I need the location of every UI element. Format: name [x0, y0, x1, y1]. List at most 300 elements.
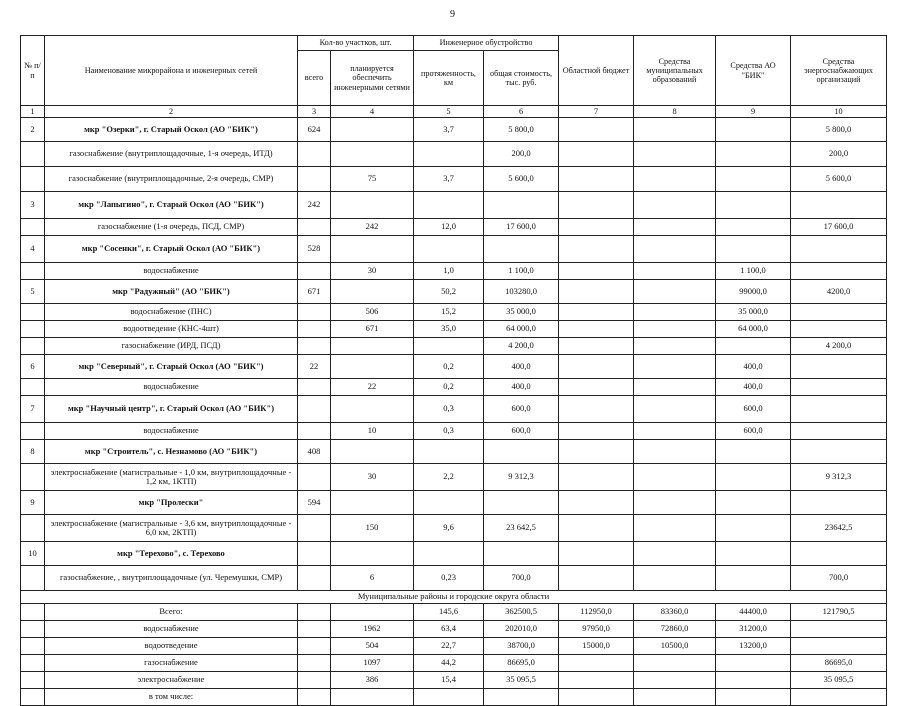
table-row [21, 355, 887, 379]
bik-funds: 31200,0 [716, 621, 791, 638]
length-km: 44,2 [414, 655, 484, 672]
total-cost: 4 200,0 [484, 338, 559, 355]
row-name: мкр "Пролески" [45, 491, 298, 515]
total-cost: 5 800,0 [484, 118, 559, 142]
row-name: Всего: [45, 604, 298, 621]
energy-funds [791, 263, 887, 280]
table-row [21, 542, 887, 566]
regional-budget [559, 263, 634, 280]
energy-funds: 4 200,0 [791, 338, 887, 355]
regional-budget [559, 355, 634, 379]
plots-total [298, 566, 331, 591]
row-number [21, 423, 45, 440]
column-number-row [21, 106, 887, 118]
municipal-funds [634, 280, 716, 304]
length-km [414, 338, 484, 355]
regional-budget [559, 379, 634, 396]
row-name: мкр "Терехово", с. Терехово [45, 542, 298, 566]
municipal-funds [634, 355, 716, 379]
bik-funds [716, 142, 791, 167]
plots-total [298, 621, 331, 638]
header-plots-group: Кол-во участков, шт. [298, 36, 414, 51]
length-km: 15,4 [414, 672, 484, 689]
regional-budget [559, 515, 634, 542]
energy-funds: 35 095,5 [791, 672, 887, 689]
energy-funds: 86695,0 [791, 655, 887, 672]
energy-funds: 5 800,0 [791, 118, 887, 142]
energy-funds [791, 621, 887, 638]
length-km: 1,0 [414, 263, 484, 280]
regional-budget [559, 280, 634, 304]
municipal-funds [634, 263, 716, 280]
plots-total [298, 464, 331, 491]
length-km: 50,2 [414, 280, 484, 304]
length-km: 3,7 [414, 118, 484, 142]
section-row [21, 591, 887, 604]
bik-funds [716, 491, 791, 515]
table-body [21, 118, 887, 706]
row-number [21, 219, 45, 236]
row-number: 10 [21, 542, 45, 566]
bik-funds: 600,0 [716, 396, 791, 423]
table-row [21, 142, 887, 167]
length-km [414, 689, 484, 706]
municipal-funds [634, 142, 716, 167]
plots-total [298, 379, 331, 396]
column-number: 1 [21, 106, 45, 118]
total-cost: 400,0 [484, 379, 559, 396]
plots-planned [331, 118, 414, 142]
row-name: водоснабжение [45, 621, 298, 638]
row-number: 9 [21, 491, 45, 515]
bik-funds: 99000,0 [716, 280, 791, 304]
plots-planned: 1097 [331, 655, 414, 672]
column-number: 3 [298, 106, 331, 118]
row-name: газоснабжение (внутриплощадочные, 1-я очередь, ИТД) [45, 142, 298, 167]
row-name: газоснабжение, , внутриплощадочные (ул. Черемушки, СМР) [45, 566, 298, 591]
municipal-funds [634, 304, 716, 321]
regional-budget [559, 321, 634, 338]
energy-funds [791, 355, 887, 379]
table-row [21, 604, 887, 621]
municipal-funds [634, 566, 716, 591]
energy-funds [791, 379, 887, 396]
total-cost [484, 689, 559, 706]
energy-funds: 121790,5 [791, 604, 887, 621]
table-row [21, 655, 887, 672]
header-length: протяженность, км [414, 51, 484, 106]
municipal-funds [634, 689, 716, 706]
plots-total [298, 167, 331, 192]
row-number [21, 655, 45, 672]
column-number: 4 [331, 106, 414, 118]
table-row [21, 321, 887, 338]
length-km: 3,7 [414, 167, 484, 192]
plots-total [298, 542, 331, 566]
regional-budget: 15000,0 [559, 638, 634, 655]
plots-planned: 1962 [331, 621, 414, 638]
row-number: 8 [21, 440, 45, 464]
length-km: 145,6 [414, 604, 484, 621]
regional-budget [559, 304, 634, 321]
row-number: 4 [21, 236, 45, 263]
row-name: в том числе: [45, 689, 298, 706]
municipal-funds [634, 118, 716, 142]
energy-funds [791, 689, 887, 706]
plots-planned: 22 [331, 379, 414, 396]
energy-funds [791, 440, 887, 464]
length-km [414, 142, 484, 167]
row-number: 5 [21, 280, 45, 304]
row-name: мкр "Научный центр", г. Старый Оскол (АО "БИК") [45, 396, 298, 423]
row-number [21, 304, 45, 321]
plots-planned: 504 [331, 638, 414, 655]
row-name: газоснабжение (1-я очередь, ПСД, СМР) [45, 219, 298, 236]
column-number: 7 [559, 106, 634, 118]
bik-funds [716, 440, 791, 464]
row-name: мкр "Северный", г. Старый Оскол (АО "БИК") [45, 355, 298, 379]
plots-planned: 242 [331, 219, 414, 236]
municipal-funds: 72860,0 [634, 621, 716, 638]
table-row [21, 515, 887, 542]
bik-funds [716, 542, 791, 566]
total-cost: 103280,0 [484, 280, 559, 304]
length-km: 0,23 [414, 566, 484, 591]
total-cost: 362500,5 [484, 604, 559, 621]
plots-total [298, 142, 331, 167]
plots-total [298, 515, 331, 542]
plots-total: 242 [298, 192, 331, 219]
header-bik: Средства АО "БИК" [716, 36, 791, 106]
energy-funds [791, 638, 887, 655]
bik-funds [716, 515, 791, 542]
regional-budget: 112950,0 [559, 604, 634, 621]
regional-budget [559, 491, 634, 515]
regional-budget: 97950,0 [559, 621, 634, 638]
municipal-funds [634, 491, 716, 515]
header-name: Наименование микрорайона и инженерных сетей [45, 36, 298, 106]
row-number [21, 167, 45, 192]
length-km: 15,2 [414, 304, 484, 321]
bik-funds: 13200,0 [716, 638, 791, 655]
regional-budget [559, 672, 634, 689]
table-row [21, 491, 887, 515]
plots-planned: 150 [331, 515, 414, 542]
bik-funds [716, 338, 791, 355]
column-number: 10 [791, 106, 887, 118]
total-cost [484, 192, 559, 219]
energy-funds: 5 600,0 [791, 167, 887, 192]
row-name: газоснабжение (внутриплощадочные, 2-я очередь, СМР) [45, 167, 298, 192]
plots-planned [331, 689, 414, 706]
plots-planned: 6 [331, 566, 414, 591]
table-row [21, 440, 887, 464]
plots-planned [331, 280, 414, 304]
energy-funds [791, 396, 887, 423]
plots-planned: 10 [331, 423, 414, 440]
municipal-funds [634, 219, 716, 236]
row-name: мкр "Радужный" (АО "БИК") [45, 280, 298, 304]
row-name: водоотведение [45, 638, 298, 655]
row-name: газоснабжение (ИРД, ПСД) [45, 338, 298, 355]
plots-total [298, 263, 331, 280]
municipal-funds [634, 464, 716, 491]
table-row [21, 638, 887, 655]
row-number: 2 [21, 118, 45, 142]
row-number [21, 515, 45, 542]
bik-funds: 1 100,0 [716, 263, 791, 280]
table-row [21, 672, 887, 689]
municipal-funds [634, 321, 716, 338]
page-number: 9 [450, 9, 455, 20]
plots-planned [331, 604, 414, 621]
row-number: 6 [21, 355, 45, 379]
length-km: 22,7 [414, 638, 484, 655]
energy-funds: 23642,5 [791, 515, 887, 542]
energy-funds [791, 192, 887, 219]
plots-total [298, 638, 331, 655]
row-name: водоотведение (КНС-4шт) [45, 321, 298, 338]
plots-planned: 506 [331, 304, 414, 321]
plots-planned [331, 440, 414, 464]
municipal-funds: 83360,0 [634, 604, 716, 621]
regional-budget [559, 118, 634, 142]
municipal-funds [634, 338, 716, 355]
table-row [21, 219, 887, 236]
table-row [21, 464, 887, 491]
municipal-funds [634, 192, 716, 219]
energy-funds: 17 600,0 [791, 219, 887, 236]
plots-planned: 75 [331, 167, 414, 192]
municipal-funds: 10500,0 [634, 638, 716, 655]
regional-budget [559, 655, 634, 672]
plots-planned [331, 491, 414, 515]
regional-budget [559, 142, 634, 167]
bik-funds: 64 000,0 [716, 321, 791, 338]
header-num: № п/п [21, 36, 45, 106]
table-row [21, 192, 887, 219]
bik-funds [716, 689, 791, 706]
total-cost: 600,0 [484, 423, 559, 440]
energy-funds [791, 321, 887, 338]
energy-funds [791, 236, 887, 263]
row-number [21, 566, 45, 591]
header-plots-planned: планируется обеспечить инженерными сетями [331, 51, 414, 106]
regional-budget [559, 464, 634, 491]
plots-total [298, 423, 331, 440]
row-number [21, 142, 45, 167]
municipal-funds [634, 396, 716, 423]
row-name: водоснабжение (ПНС) [45, 304, 298, 321]
total-cost: 64 000,0 [484, 321, 559, 338]
header-municipal: Средства муниципальных образований [634, 36, 716, 106]
length-km: 9,6 [414, 515, 484, 542]
length-km [414, 491, 484, 515]
table-row [21, 396, 887, 423]
bik-funds [716, 655, 791, 672]
total-cost: 5 600,0 [484, 167, 559, 192]
table-row [21, 304, 887, 321]
total-cost: 38700,0 [484, 638, 559, 655]
row-number [21, 338, 45, 355]
bik-funds [716, 464, 791, 491]
energy-funds: 700,0 [791, 566, 887, 591]
plots-total [298, 219, 331, 236]
bik-funds [716, 672, 791, 689]
bik-funds [716, 118, 791, 142]
municipal-funds [634, 515, 716, 542]
row-name: водоснабжение [45, 263, 298, 280]
column-number: 2 [45, 106, 298, 118]
municipal-funds [634, 655, 716, 672]
row-name: мкр "Сосенки", г. Старый Оскол (АО "БИК") [45, 236, 298, 263]
bik-funds [716, 236, 791, 263]
energy-funds [791, 423, 887, 440]
row-number [21, 604, 45, 621]
total-cost: 202010,0 [484, 621, 559, 638]
row-name: мкр "Строитель", с. Незнамово (АО "БИК") [45, 440, 298, 464]
section-title: Муниципальные районы и городские округа области [21, 591, 887, 604]
plots-total [298, 655, 331, 672]
length-km: 12,0 [414, 219, 484, 236]
row-name: мкр "Озерки", г. Старый Оскол (АО "БИК") [45, 118, 298, 142]
plots-planned [331, 142, 414, 167]
regional-budget [559, 338, 634, 355]
length-km: 63,4 [414, 621, 484, 638]
bik-funds [716, 566, 791, 591]
bik-funds: 600,0 [716, 423, 791, 440]
regional-budget [559, 396, 634, 423]
regional-budget [559, 542, 634, 566]
row-name: газоснабжение [45, 655, 298, 672]
total-cost [484, 236, 559, 263]
table-row [21, 263, 887, 280]
row-name: электроснабжение (магистральные - 3,6 км, внутриплощадочные - 6,0 км, 2КТП) [45, 515, 298, 542]
municipal-funds [634, 167, 716, 192]
plots-planned [331, 396, 414, 423]
energy-funds [791, 491, 887, 515]
plots-planned: 671 [331, 321, 414, 338]
plots-total [298, 321, 331, 338]
length-km: 35,0 [414, 321, 484, 338]
infrastructure-table [20, 35, 887, 706]
regional-budget [559, 236, 634, 263]
regional-budget [559, 423, 634, 440]
plots-planned: 30 [331, 464, 414, 491]
plots-total: 528 [298, 236, 331, 263]
total-cost: 400,0 [484, 355, 559, 379]
column-number: 5 [414, 106, 484, 118]
length-km: 0,2 [414, 379, 484, 396]
plots-planned [331, 338, 414, 355]
bik-funds [716, 219, 791, 236]
plots-total [298, 672, 331, 689]
length-km [414, 440, 484, 464]
plots-total: 624 [298, 118, 331, 142]
row-number [21, 638, 45, 655]
table-row [21, 379, 887, 396]
table-row [21, 236, 887, 263]
bik-funds [716, 192, 791, 219]
regional-budget [559, 192, 634, 219]
length-km: 0,3 [414, 423, 484, 440]
municipal-funds [634, 542, 716, 566]
municipal-funds [634, 379, 716, 396]
header-plots-total: всего [298, 51, 331, 106]
row-number [21, 689, 45, 706]
row-name: водоснабжение [45, 423, 298, 440]
plots-planned [331, 236, 414, 263]
total-cost [484, 440, 559, 464]
total-cost [484, 542, 559, 566]
plots-total: 408 [298, 440, 331, 464]
bik-funds: 35 000,0 [716, 304, 791, 321]
plots-total: 671 [298, 280, 331, 304]
row-number [21, 672, 45, 689]
plots-total [298, 604, 331, 621]
row-name: электроснабжение [45, 672, 298, 689]
row-number [21, 464, 45, 491]
length-km [414, 236, 484, 263]
plots-total: 22 [298, 355, 331, 379]
table-row [21, 118, 887, 142]
column-number: 9 [716, 106, 791, 118]
header-infra-group: Инженерное обустройство [414, 36, 559, 51]
regional-budget [559, 219, 634, 236]
table-row [21, 689, 887, 706]
bik-funds: 400,0 [716, 379, 791, 396]
regional-budget [559, 689, 634, 706]
total-cost: 9 312,3 [484, 464, 559, 491]
regional-budget [559, 167, 634, 192]
total-cost: 35 095,5 [484, 672, 559, 689]
table-row [21, 167, 887, 192]
table-row [21, 423, 887, 440]
regional-budget [559, 566, 634, 591]
municipal-funds [634, 236, 716, 263]
column-number: 8 [634, 106, 716, 118]
plots-total [298, 396, 331, 423]
total-cost: 600,0 [484, 396, 559, 423]
plots-total: 594 [298, 491, 331, 515]
row-number: 3 [21, 192, 45, 219]
row-number [21, 321, 45, 338]
bik-funds [716, 167, 791, 192]
row-name: мкр "Лапыгино", г. Старый Оскол (АО "БИК") [45, 192, 298, 219]
table-row [21, 280, 887, 304]
plots-planned: 386 [331, 672, 414, 689]
plots-total [298, 689, 331, 706]
total-cost: 86695,0 [484, 655, 559, 672]
plots-planned [331, 355, 414, 379]
plots-total [298, 338, 331, 355]
row-name: электроснабжение (магистральные - 1,0 км, внутриплощадочные - 1,2 км, 1КТП) [45, 464, 298, 491]
bik-funds: 400,0 [716, 355, 791, 379]
total-cost: 700,0 [484, 566, 559, 591]
total-cost: 1 100,0 [484, 263, 559, 280]
column-number: 6 [484, 106, 559, 118]
plots-total [298, 304, 331, 321]
regional-budget [559, 440, 634, 464]
energy-funds: 9 312,3 [791, 464, 887, 491]
energy-funds [791, 542, 887, 566]
total-cost [484, 491, 559, 515]
municipal-funds [634, 440, 716, 464]
plots-planned [331, 192, 414, 219]
plots-planned: 30 [331, 263, 414, 280]
energy-funds: 4200,0 [791, 280, 887, 304]
table-row [21, 621, 887, 638]
